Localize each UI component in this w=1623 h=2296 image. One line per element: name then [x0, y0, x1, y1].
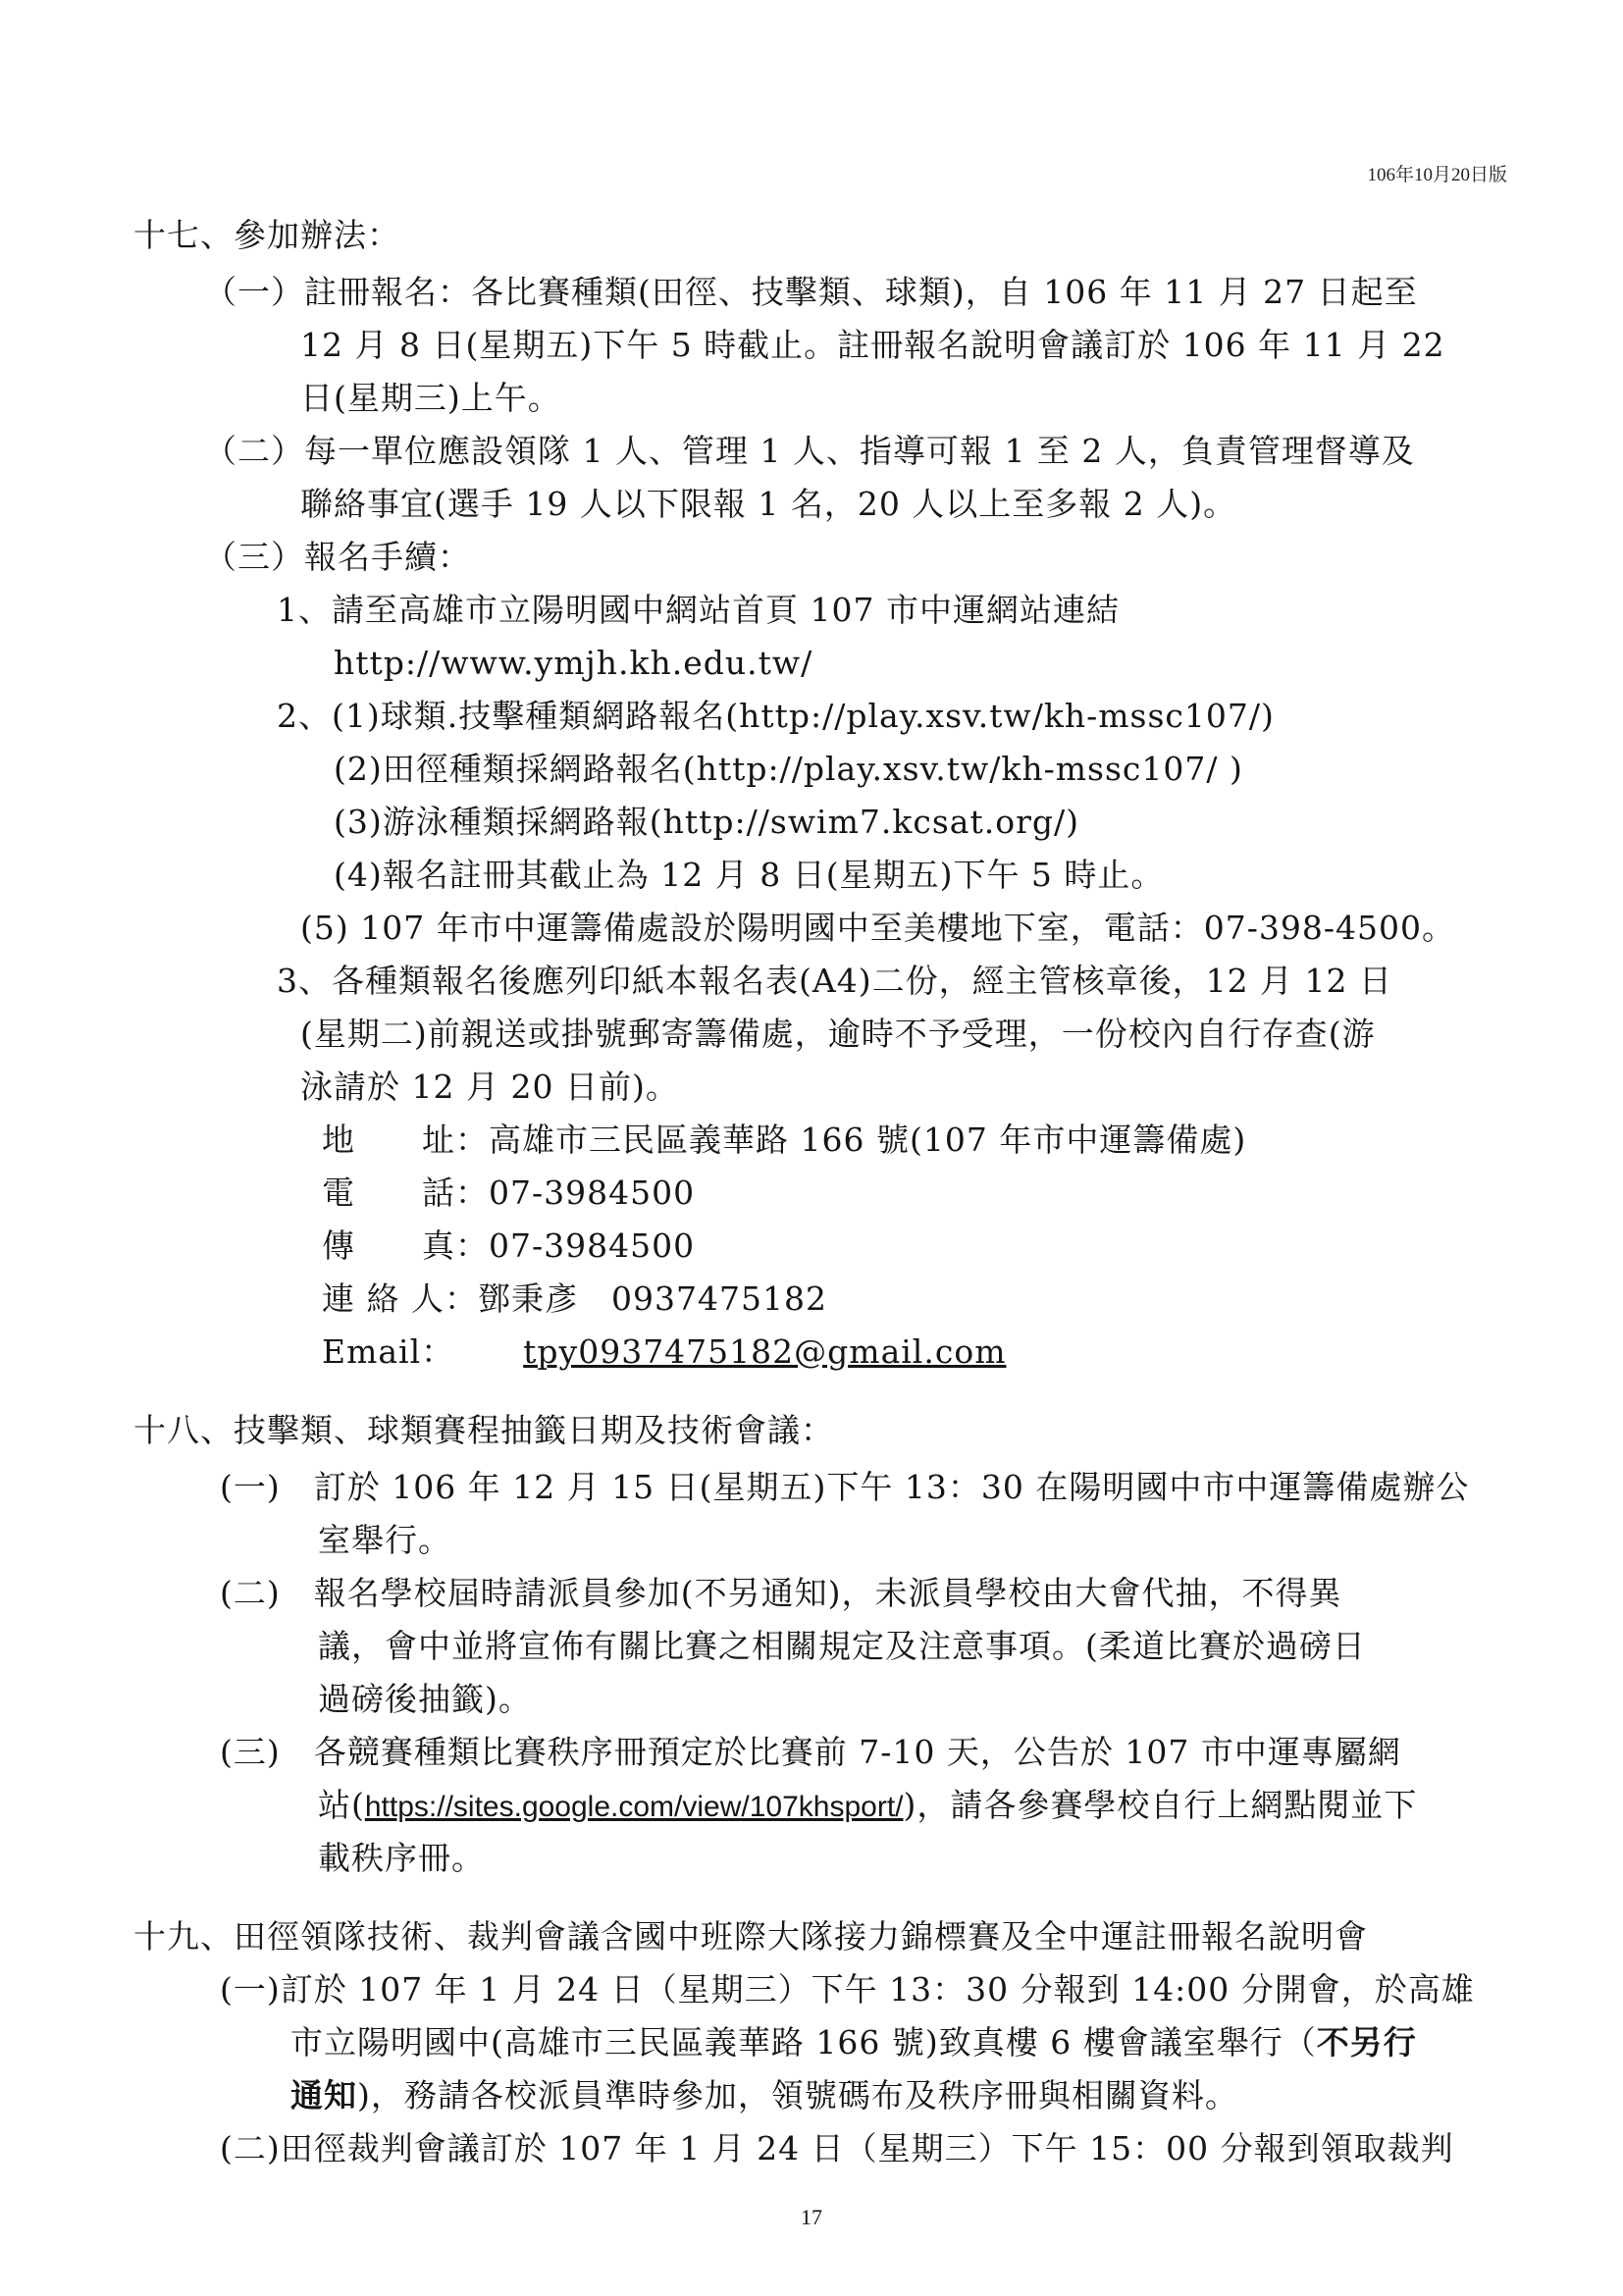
s17-step3-line1: 3、各種類報名後應列印紙本報名表(A4)二份，經主管核章後，12 月 12 日	[277, 962, 1393, 1000]
s17-step2-1: 2、(1)球類.技擊種類網路報名(http://play.xsv.tw/kh-mssc107/)	[277, 697, 1275, 735]
s19-item1-line3	[290, 2076, 1238, 2115]
s18-item3-line3: 載秩序冊。	[318, 1839, 485, 1877]
contact-phone-row	[322, 1174, 695, 1213]
s17-step2-2: (2)田徑種類採網路報名(http://play.xsv.tw/kh-mssc107/ )	[334, 750, 1243, 788]
section-19-title: 十九、田徑領隊技術、裁判會議含國中班際大隊接力錦標賽及全中運註冊報名說明會	[133, 1917, 1368, 1956]
s17-item1-line3: 日(星期三)上午。	[300, 379, 561, 417]
s18-item1-line2: 室舉行。	[318, 1521, 451, 1559]
s18-item3-line1: (三) 各競賽種類比賽秩序冊預定於比賽前 7-10 天，公告於 107 市中運專屬網	[220, 1733, 1401, 1771]
phone-label: 電 話：	[322, 1174, 489, 1212]
email-label: Email：	[322, 1332, 455, 1371]
fax-value: 07-3984500	[489, 1226, 696, 1265]
sports-site-link[interactable]: https://sites.google.com/view/107khsport/	[364, 1791, 904, 1823]
s17-item1-line1: （一）註冊報名：各比賽種類(田徑、技擊類、球類)，自 106 年 11 月 27 日起至	[204, 273, 1418, 311]
s17-step2-5: (5) 107 年市中運籌備處設於陽明國中至美樓地下室，電話：07-398-4500。	[300, 909, 1455, 947]
address-value: 高雄市三民區義華路 166 號(107 年市中運籌備處)	[489, 1121, 1247, 1159]
s17-item2-line2: 聯絡事宜(選手 19 人以下限報 1 名，20 人以上至多報 2 人)。	[300, 485, 1237, 523]
s19-item2-line1: (二)田徑裁判會議訂於 107 年 1 月 24 日（星期三）下午 15：00 分報到領取裁判	[220, 2129, 1454, 2167]
s17-step1: 1、請至高雄市立陽明國中網站首頁 107 市中運網站連結	[277, 591, 1120, 629]
s17-item3-title: （三）報名手續：	[204, 538, 471, 576]
page-number: 17	[801, 2205, 822, 2229]
address-label: 地 址：	[322, 1121, 489, 1159]
no-notice-bold-1: 不另行	[1316, 2023, 1417, 2061]
s19-item1-line1: (一)訂於 107 年 1 月 24 日（星期三）下午 13：30 分報到 14:00 分開會，於高雄	[220, 1970, 1475, 2009]
s17-step1-url[interactable]: http://www.ymjh.kh.edu.tw/	[334, 644, 813, 682]
version-date: 106年10月20日版	[1367, 165, 1507, 185]
s19-item1-line2	[290, 2023, 1417, 2062]
contact-email-row	[322, 1332, 1007, 1372]
s17-step3-line2: (星期二)前親送或掛號郵寄籌備處，逾時不予受理，一份校內自行存查(游	[300, 1015, 1376, 1053]
contact-person-row	[322, 1279, 827, 1319]
fax-label: 傳 真：	[322, 1226, 489, 1265]
contact-fax-row	[322, 1226, 695, 1266]
s18-item3-post: )，請各參賽學校自行上網點閱並下	[903, 1786, 1418, 1824]
section-17-title: 十七、參加辦法：	[133, 216, 400, 254]
section-18-title: 十八、技擊類、球類賽程抽籤日期及技術會議：	[133, 1411, 834, 1449]
person-value: 鄧秉彥 0937475182	[477, 1279, 827, 1318]
s18-item2-line3: 過磅後抽籤)。	[318, 1680, 532, 1718]
s18-item3-line2	[318, 1786, 1417, 1827]
person-label: 連 絡 人：	[322, 1279, 478, 1318]
contact-address-row	[322, 1121, 1246, 1160]
phone-value: 07-3984500	[489, 1174, 696, 1212]
s18-item2-line1: (二) 報名學校屆時請派員參加(不另通知)，未派員學校由大會代抽，不得異	[220, 1574, 1342, 1612]
s17-item2-line1: （二）每一單位應設領隊 1 人、管理 1 人、指導可報 1 至 2 人，負責管理督導及	[204, 432, 1415, 470]
s17-step3-line3: 泳請於 12 月 20 日前)。	[300, 1068, 679, 1106]
s18-item3-pre: 站(	[318, 1786, 365, 1824]
no-notice-bold-2: 通知	[290, 2076, 357, 2114]
s18-item1-line1: (一) 訂於 106 年 12 月 15 日(星期五)下午 13：30 在陽明國中市中運籌備處辦公	[220, 1468, 1470, 1506]
s17-step2-3: (3)游泳種類採網路報(http://swim7.kcsat.org/)	[334, 803, 1079, 841]
s19-item1-line3-text: )，務請各校派員準時參加，領號碼布及秩序冊與相關資料。	[357, 2076, 1238, 2114]
email-link[interactable]: tpy0937475182@gmail.com	[523, 1332, 1007, 1371]
s17-item1-line2: 12 月 8 日(星期五)下午 5 時截止。註冊報名說明會議訂於 106 年 11 月 22	[300, 326, 1445, 364]
s19-item1-line2-text: 市立陽明國中(高雄市三民區義華路 166 號)致真樓 6 樓會議室舉行（	[290, 2023, 1317, 2061]
s17-step2-4: (4)報名註冊其截止為 12 月 8 日(星期五)下午 5 時止。	[334, 856, 1165, 894]
s18-item2-line2: 議，會中並將宣佈有關比賽之相關規定及注意事項。(柔道比賽於過磅日	[318, 1627, 1366, 1665]
